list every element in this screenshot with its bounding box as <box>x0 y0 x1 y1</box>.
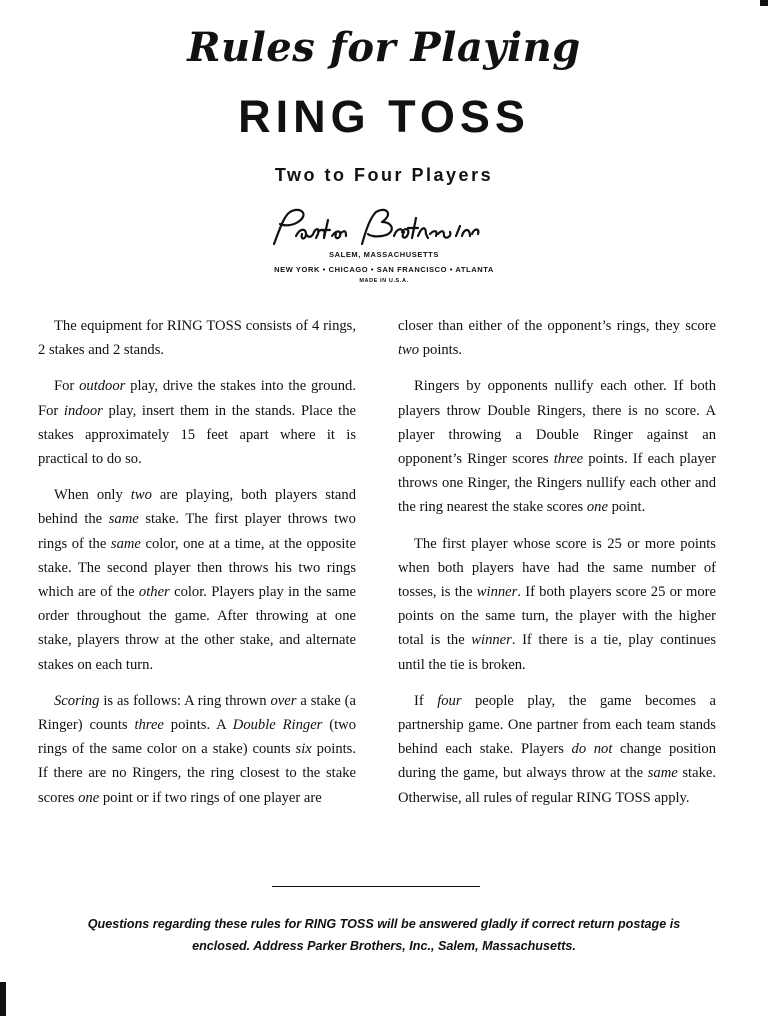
address-offices: NEW YORK • CHICAGO • SAN FRANCISCO • ATLANTA <box>274 265 494 274</box>
scan-edge-mark-bottom <box>0 982 6 1016</box>
rules-paragraph: For outdoor play, drive the stakes into the ground. For indoor play, insert them in the stands. Place the stakes approximately 15 feet apart where it is practical to do so. <box>38 378 356 468</box>
scan-edge-mark <box>760 0 768 6</box>
footer-note <box>34 913 734 957</box>
rules-paragraph: The equipment for RING TOSS consists of 4 rings, 2 stakes and 2 stands. <box>38 318 356 359</box>
divider <box>272 886 480 887</box>
rules-paragraph: Ringers by opponents nullify each other. If both players throw Double Ringers, there is no score. A player throwing a Double Ringer against an opponent’s Ringer scores three points. If each player throws one Ringer, the Ringers nullify each other and the ring nearest the stake scores one point. <box>398 378 716 516</box>
made-in-label: MADE IN U.S.A. <box>359 278 409 284</box>
footer-line: enclosed. Address Parker Brothers, Inc., Salem, Massachusetts. <box>192 939 576 953</box>
subtitle: Two to Four Players <box>274 165 494 185</box>
rules-paragraph: If four people play, the game becomes a partnership game. One partner from each team stands behind each stake. Players do not change position during the game, but always throw at the same stake. Otherwise, all rules of regular RING TOSS apply. <box>398 692 717 806</box>
footer-line: Questions regarding these rules for RING TOSS will be answered gladly if correct return postage is <box>87 917 681 931</box>
rules-paragraph: closer than either of the opponent’s rings, they score two points. <box>398 318 716 359</box>
rules-paragraph: Scoring is as follows: A ring thrown over a stake (a Ringer) counts three points. A Double Ringer (two rings of the same color on a stake) counts six points. If there are no Ringers, the ring closest to the stake scores one point or if two rings of one player are <box>38 692 357 806</box>
rules-paragraph: When only two are playing, both players stand behind the same stake. The first player throws two rings of the same color, one at a time, at the opposite stake. The second player then throws his two rings which are of the other color. Players play in the same order throughout the game. After throwing at one stake, players throw at the other stake, and alternate stakes on each turn. <box>38 487 357 673</box>
right-column <box>398 314 716 822</box>
parker-brothers-signature-logo <box>266 206 486 250</box>
page-title: RING TOSS <box>238 91 530 142</box>
left-column <box>38 314 356 822</box>
rules-paragraph: The first player whose score is 25 or more points when both players have had the same number of tosses, is the winner. If both players score 25 or more points on the same turn, the player with the higher total is the winner. If there is a tie, play continues until the tie is broken. <box>398 535 716 673</box>
address-city: SALEM, MASSACHUSETTS <box>329 250 439 259</box>
script-title: Rules for Playing <box>187 24 581 71</box>
